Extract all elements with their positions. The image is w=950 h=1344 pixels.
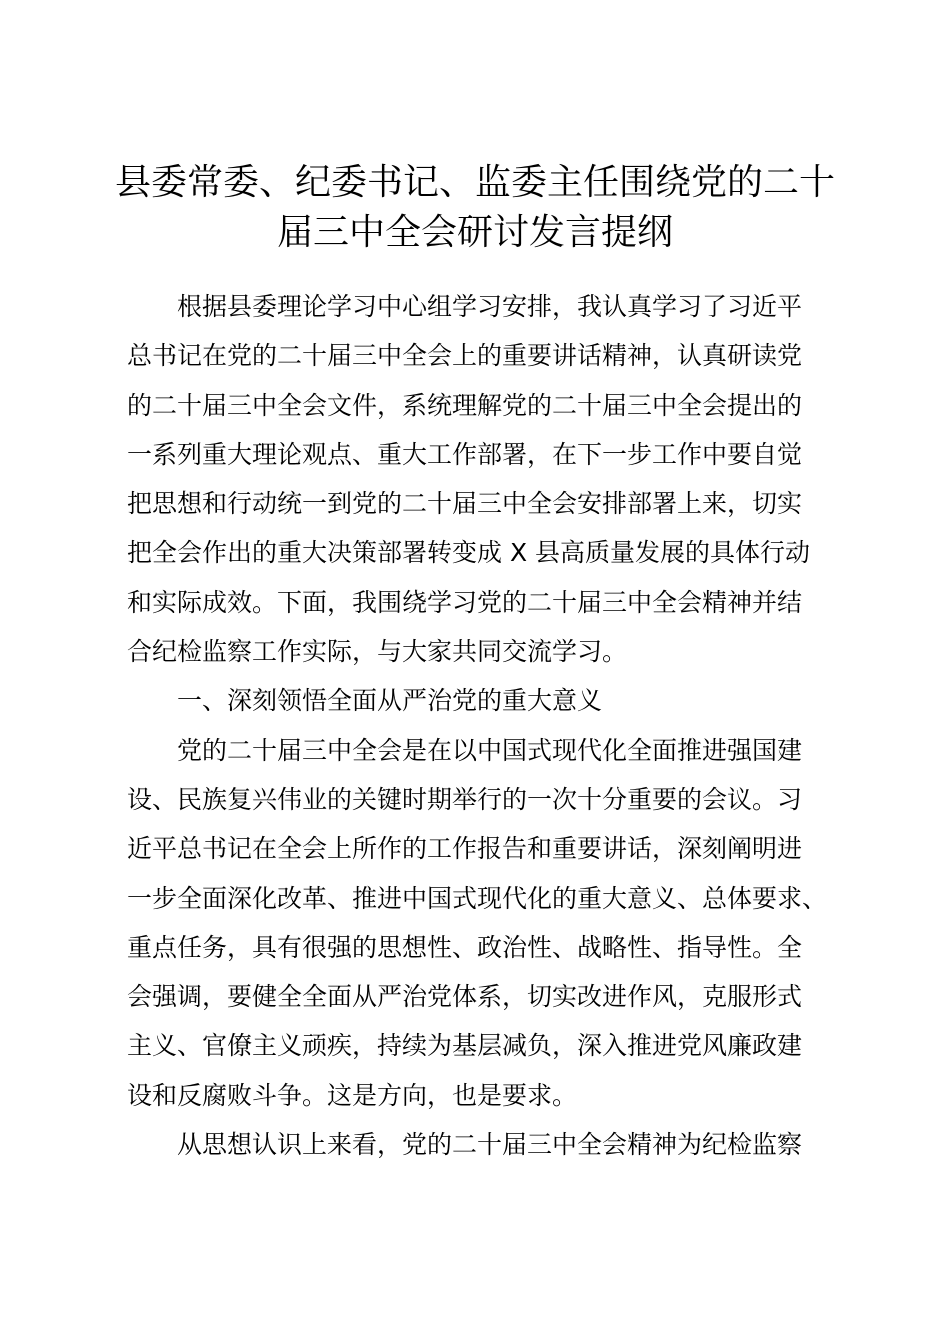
- text-line: 近平总书记在全会上所作的工作报告和重要讲话，深刻阐明进: [127, 834, 803, 864]
- section-heading-1: [127, 676, 835, 725]
- text-line: 合纪检监察工作实际，与大家共同交流学习。: [127, 637, 628, 667]
- text-line: 和实际成效。下面，我围绕学习党的二十届三中全会精神并结: [127, 587, 803, 617]
- text-line: 从思想认识上来看，党的二十届三中全会精神为纪检监察: [177, 1130, 803, 1160]
- document-body: [127, 282, 835, 1169]
- heading-line: 一、深刻领悟全面从严治党的重大意义: [177, 686, 603, 716]
- title-line-1: 县委常委、纪委书记、监委主任围绕党的二十: [114, 162, 835, 203]
- paragraph-intro: [127, 282, 835, 676]
- text-line: 把思想和行动统一到党的二十届三中全会安排部署上来，切实: [127, 489, 803, 519]
- text-line: 一系列重大理论观点、重大工作部署，在下一步工作中要自觉: [127, 439, 803, 469]
- paragraph-section-1: [127, 726, 835, 1120]
- text-line: 一步全面深化改革、推进中国式现代化的重大意义、总体要求、: [127, 883, 828, 913]
- title-line-2: 届三中全会研讨发言提纲: [276, 212, 673, 253]
- paragraph-thought: [127, 1120, 835, 1169]
- text-line: 把全会作出的重大决策部署转变成 X 县高质量发展的具体行动: [127, 538, 811, 568]
- text-line: 党的二十届三中全会是在以中国式现代化全面推进强国建: [177, 735, 803, 765]
- text-line: 主义、官僚主义顽疾，持续为基层减负，深入推进党风廉政建: [127, 1031, 803, 1061]
- text-line: 设、民族复兴伟业的关键时期举行的一次十分重要的会议。习: [127, 784, 803, 814]
- text-line: 总书记在党的二十届三中全会上的重要讲话精神，认真研读党: [127, 341, 803, 371]
- text-line: 设和反腐败斗争。这是方向，也是要求。: [127, 1080, 578, 1110]
- text-line: 会强调，要健全全面从严治党体系，切实改进作风，克服形式: [127, 982, 803, 1012]
- document-title: [0, 158, 950, 258]
- text-line: 根据县委理论学习中心组学习安排，我认真学习了习近平: [177, 292, 803, 321]
- text-line: 的二十届三中全会文件，系统理解党的二十届三中全会提出的: [127, 390, 803, 420]
- text-line: 重点任务，具有很强的思想性、政治性、战略性、指导性。全: [127, 932, 803, 962]
